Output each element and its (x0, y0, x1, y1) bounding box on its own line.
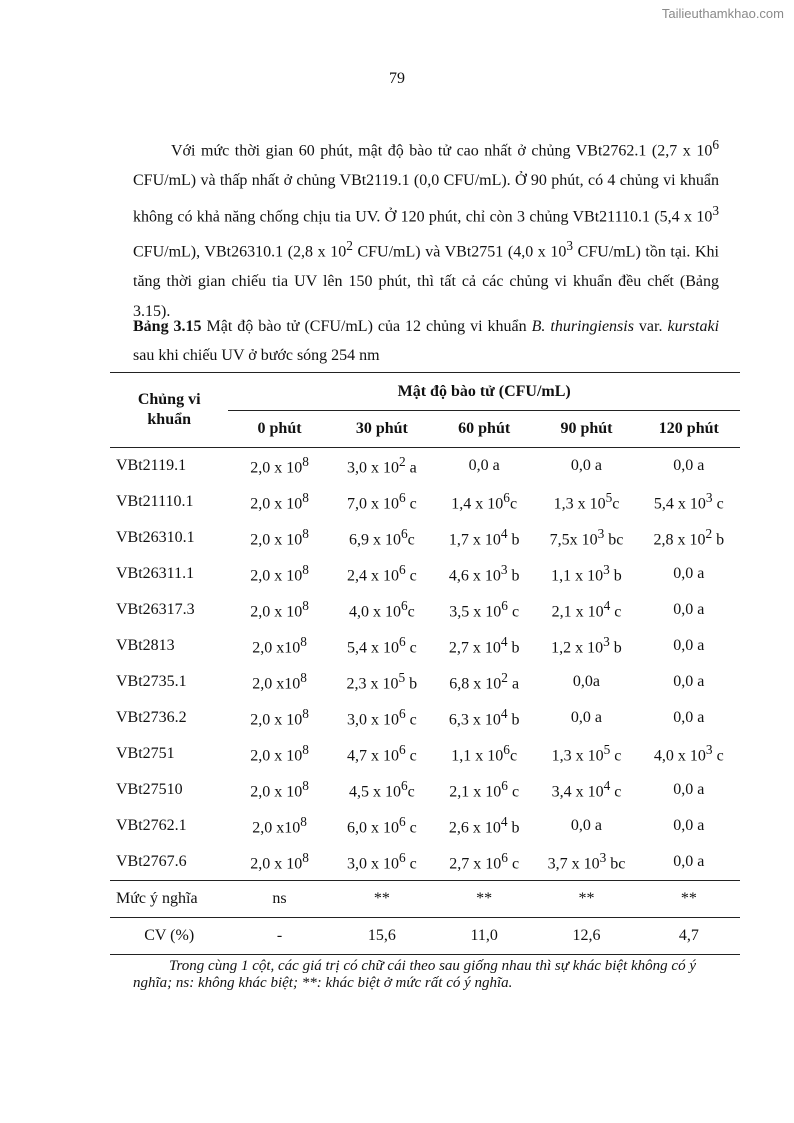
density-value: 2,8 x $10^2$ b (653, 526, 725, 549)
spore-density-group-header: Mật độ bào tử (CFU/mL) (228, 373, 740, 411)
density-value: 3,4 x $10^4$ c (551, 778, 622, 801)
strain-name: VBt2119.1 (116, 457, 187, 474)
density-value: 2,0 x $10^8$ (250, 526, 309, 549)
watermark: Tailieuthamkhao.com (661, 6, 784, 21)
density-value: 2,0 x $10^8$ (250, 598, 309, 621)
time-header: 60 phút (433, 411, 535, 448)
density-value: 3,5 x $10^6$ c (449, 598, 520, 621)
density-value: 1,1 x $10^6c$ (451, 742, 518, 765)
density-value: 5,4 x $10^6$ c (346, 634, 417, 657)
significance-value: ** (638, 881, 740, 918)
density-value: 0,0 a (673, 853, 705, 870)
significance-value: ** (535, 881, 637, 918)
table-row (110, 772, 740, 808)
table-footnote: Trong cùng 1 cột, các giá trị có chữ cái theo sau giống nhau thì sự khác biệt không có ý nghĩa; ns: không khác biệt; **: khác biệt ở mức rất có ý nghĩa. (133, 958, 696, 991)
density-value: 2,0 x $10^8$ (250, 490, 309, 513)
cv-value: 4,7 (638, 918, 740, 955)
table-row (110, 556, 740, 592)
density-value: 0,0 a (673, 457, 705, 474)
density-value: 3,0 x $10^6$ c (346, 706, 417, 729)
strain-name: VBt26311.1 (116, 565, 195, 582)
caption-label: Bảng 3.15 (133, 318, 202, 335)
density-value: 2,7 x $10^4$ b (448, 634, 520, 657)
density-value: 1,7 x $10^4$ b (448, 526, 520, 549)
density-value: 1,2 x $10^3$ b (551, 634, 622, 657)
table-row (110, 628, 740, 664)
density-value: 6,9 x $10^6c$ (348, 526, 415, 549)
density-value: 2,0 x $10^8$ (250, 706, 309, 729)
strain-name: VBt2762.1 (116, 817, 187, 834)
density-value: 2,0 x $10^8$ (250, 454, 309, 477)
density-value: 2,0 x $10^8$ (250, 850, 309, 873)
density-value: 7,5x $10^3$ bc (549, 526, 624, 549)
density-value: 1,3 x $10^5$ c (551, 742, 622, 765)
table-row (110, 520, 740, 556)
table-caption: Bảng 3.15 Mật độ bào tử (CFU/mL) của 12 chủng vi khuẩn B. thuringiensis var. kurstaki sau khi chiếu UV ở bước sóng 254 nm (133, 318, 720, 364)
strain-name: VBt2735.1 (116, 673, 187, 690)
density-value: 2,6 x $10^4$ b (448, 814, 520, 837)
strain-name: VBt21110.1 (116, 493, 194, 510)
density-value: 2,0 $x10^8$ (252, 670, 307, 693)
density-value: 2,0 x $10^8$ (250, 742, 309, 765)
density-value: 1,3 x $10^5c$ (553, 490, 620, 513)
table-row (110, 484, 740, 520)
time-header: 30 phút (331, 411, 433, 448)
significance-value: ** (433, 881, 535, 918)
time-header: 90 phút (535, 411, 637, 448)
density-value: 3,7 x $10^3$ bc (547, 850, 626, 873)
density-value: 5,4 x $10^3$ c (653, 490, 724, 513)
density-value: 0,0 a (570, 709, 603, 726)
strain-name: VBt2751 (116, 745, 175, 762)
density-value: 0,0 a (673, 637, 705, 654)
table-row (110, 700, 740, 736)
density-value: 0,0 a (673, 565, 705, 582)
strain-name: VBt2736.2 (116, 709, 187, 726)
density-value: 2,0 $x10^8$ (252, 634, 307, 657)
strain-name: VBt2813 (116, 637, 175, 654)
table-row (110, 844, 740, 881)
density-value: 7,0 x $10^6$ c (346, 490, 417, 513)
cv-value: 11,0 (433, 918, 535, 955)
density-value: 0,0 a (673, 709, 705, 726)
density-value: 0,0 a (468, 457, 500, 474)
significance-label: Mức ý nghĩa (110, 881, 228, 918)
density-value: 4,7 x $10^6$ c (346, 742, 417, 765)
strain-name: VBt26310.1 (116, 529, 195, 546)
density-value: 1,1 x $10^3$ b (551, 562, 622, 585)
strain-column-header: Chủng vi khuẩn (110, 373, 228, 448)
density-value: 0,0 a (673, 817, 705, 834)
cv-row (110, 918, 740, 955)
density-value: 0,0 a (673, 673, 705, 690)
table-row (110, 808, 740, 844)
table-row (110, 736, 740, 772)
cv-value: 15,6 (331, 918, 433, 955)
table-row (110, 592, 740, 628)
density-value: 2,3 x $10^5$ b (346, 670, 418, 693)
density-value: 6,3 x $10^4$ b (448, 706, 520, 729)
density-value: 2,1 x $10^4$ c (551, 598, 622, 621)
density-value: 1,4 x $10^6c$ (451, 490, 518, 513)
time-header: 0 phút (228, 411, 330, 448)
table-row (110, 664, 740, 700)
significance-value: ** (331, 881, 433, 918)
strain-name: VBt26317.3 (116, 601, 195, 618)
spore-density-table (110, 372, 740, 955)
density-value: 0,0 a (673, 601, 705, 618)
strain-name: VBt27510 (116, 781, 183, 798)
density-value: 4,6 x $10^3$ b (448, 562, 520, 585)
cv-value: 12,6 (535, 918, 637, 955)
cv-label: CV (%) (110, 918, 228, 955)
time-header: 120 phút (638, 411, 740, 448)
significance-row (110, 881, 740, 918)
table-row (110, 448, 740, 485)
density-value: 0,0 a (673, 781, 705, 798)
density-value: 0,0 a (570, 457, 603, 474)
density-value: 2,7 x $10^6$ c (449, 850, 520, 873)
density-value: 2,0 $x10^8$ (252, 814, 307, 837)
strain-name: VBt2767.6 (116, 853, 187, 870)
density-value: 2,4 x $10^6$ c (346, 562, 417, 585)
density-value: 2,1 x $10^6$ c (449, 778, 520, 801)
density-value: 0,0 a (570, 817, 603, 834)
density-value: 4,0 x $10^3$ c (653, 742, 724, 765)
density-value: 4,5 x $10^6c$ (348, 778, 415, 801)
density-value: 6,0 x $10^6$ c (346, 814, 417, 837)
body-paragraph: Với mức thời gian 60 phút, mật độ bào tử cao nhất ở chủng VBt2762.1 (2,7 x $10^6$ CFU/mL) và thấp nhất ở chủng VBt2119.1 (0,0 CFU/mL). Ở 90 phút, có 4 chủng vi khuẩn không có khả năng chống chịu tia UV. Ở 120 phút, chỉ còn 3 chủng VBt21110.1 (5,4 x $10^3$ CFU/mL), VBt26310.1 (2,8 x $10^2$ CFU/mL) và VBt2751 (4,0 x $10^3$ CFU/mL) tồn tại. Khi tăng thời gian chiếu tia UV lên 150 phút, thì tất cả các chủng vi khuẩn đều chết (Bảng 3.15). (133, 137, 719, 320)
density-value: 6,8 x $10^2$ a (449, 670, 520, 693)
density-value: 0,0a (572, 673, 601, 690)
density-value: 4,0 x $10^6c$ (348, 598, 415, 621)
density-value: 2,0 x $10^8$ (250, 778, 309, 801)
density-value: 3,0 x $10^2$ a (346, 454, 417, 477)
cv-value: - (228, 918, 330, 955)
significance-value: ns (228, 881, 330, 918)
density-value: 3,0 x $10^6$ c (346, 850, 417, 873)
density-value: 2,0 x $10^8$ (250, 562, 309, 585)
page-number: 79 (389, 70, 405, 87)
